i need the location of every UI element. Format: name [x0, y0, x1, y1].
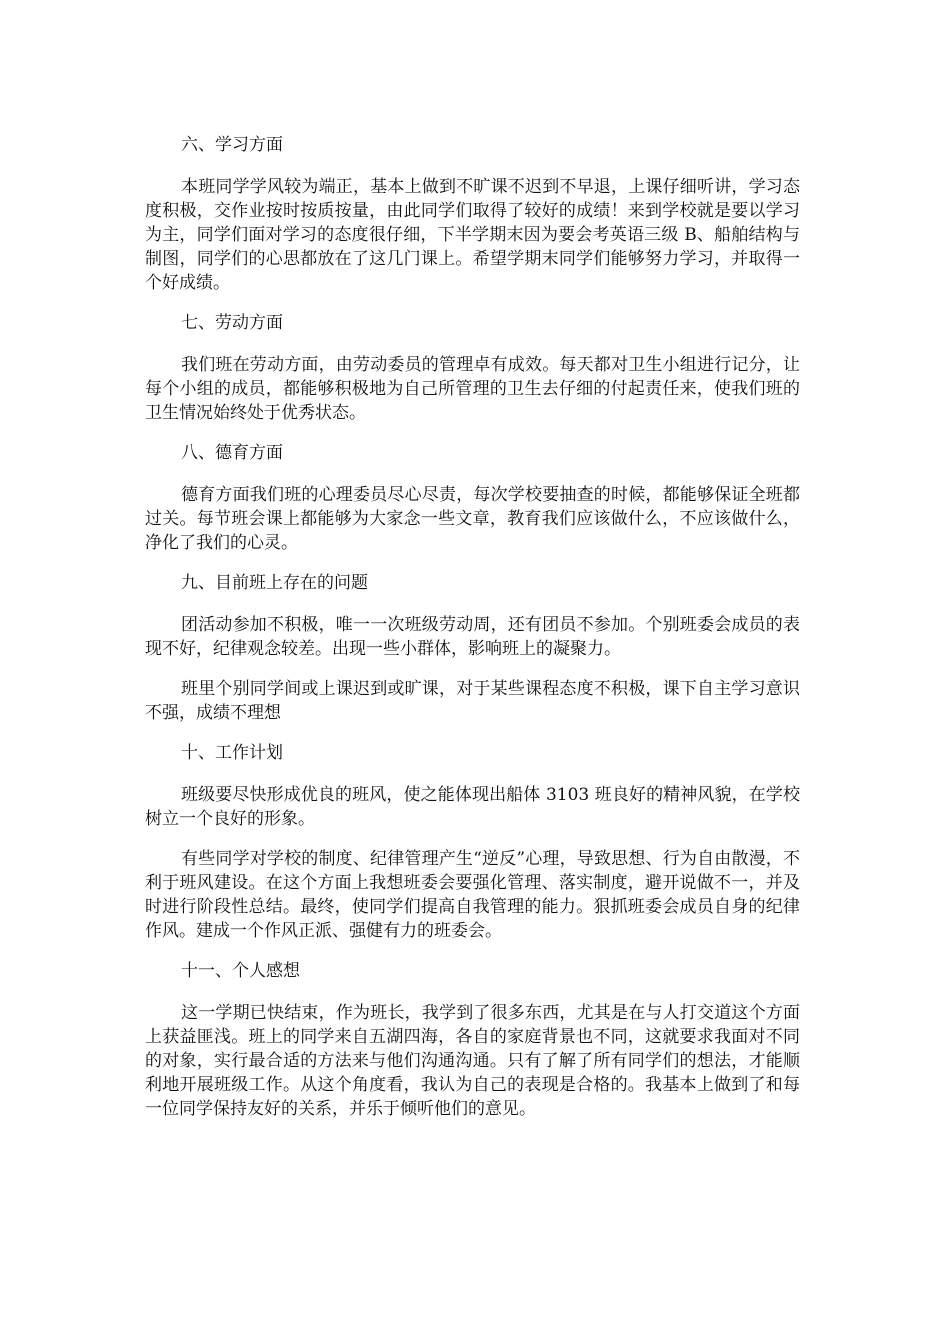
section-heading-reflection: 十一、个人感想	[181, 961, 300, 981]
paragraph-labor: 我们班在劳动方面，由劳动委员的管理卓有成效。每天都对卫生小组进行记分，让每个小组的成员，都能够积极地为自己所管理的卫生去仔细的付起责任来，使我们班的卫生情况始终处于优秀状态。	[145, 355, 800, 423]
paragraph-problems-1: 团活动参加不积极，唯一一次班级劳动周，还有团员不参加。个别班委会成员的表现不好，纪律观念较差。出现一些小群体，影响班上的凝聚力。	[145, 615, 800, 659]
paragraph-reflection: 这一学期已快结束，作为班长，我学到了很多东西，尤其是在与人打交道这个方面上获益匪浅。班上的同学来自五湖四海，各自的家庭背景也不同，这就要求我面对不同的对象，实行最合适的方法来与他们沟通沟通。只有了解了所有同学们的想法，才能顺利地开展班级工作。从这个角度看，我认为自己的表现是合格的。我基本上做到了和每一位同学保持友好的关系，并乐于倾听他们的意见。	[145, 1003, 800, 1119]
paragraph-problems-2: 班里个别同学间或上课迟到或旷课，对于某些课程态度不积极，课下自主学习意识不强，成绩不理想	[145, 679, 800, 723]
section-heading-moral: 八、德育方面	[181, 443, 283, 463]
paragraph-work-plan-1: 班级要尽快形成优良的班风，使之能体现出船体 3103 班良好的精神风貌，在学校树立一个良好的形象。	[145, 785, 800, 829]
section-heading-problems: 九、目前班上存在的问题	[181, 573, 368, 593]
section-heading-labor: 七、劳动方面	[181, 313, 283, 333]
section-heading-study: 六、学习方面	[181, 135, 283, 155]
document-body	[145, 133, 800, 1121]
section-heading-work-plan: 十、工作计划	[181, 743, 283, 763]
paragraph-moral: 德育方面我们班的心理委员尽心尽责，每次学校要抽查的时候，都能够保证全班都过关。每节班会课上都能够为大家念一些文章，教育我们应该做什么，不应该做什么，净化了我们的心灵。	[145, 485, 800, 553]
paragraph-study: 本班同学学风较为端正，基本上做到不旷课不迟到不早退，上课仔细听讲，学习态度积极，交作业按时按质按量，由此同学们取得了较好的成绩！来到学校就是要以学习为主，同学们面对学习的态度很仔细，下半学期末因为要会考英语三级 B、船舶结构与制图，同学们的心思都放在了这几门课上。希望学期末同学们能够努力学习，并取得一个好成绩。	[145, 177, 800, 293]
paragraph-work-plan-2: 有些同学对学校的制度、纪律管理产生“逆反”心理，导致思想、行为自由散漫，不利于班风建设。在这个方面上我想班委会要强化管理、落实制度，避开说做不一，并及时进行阶段性总结。最终，使同学们提高自我管理的能力。狠抓班委会成员自身的纪律作风。建成一个作风正派、强健有力的班委会。	[145, 849, 800, 941]
